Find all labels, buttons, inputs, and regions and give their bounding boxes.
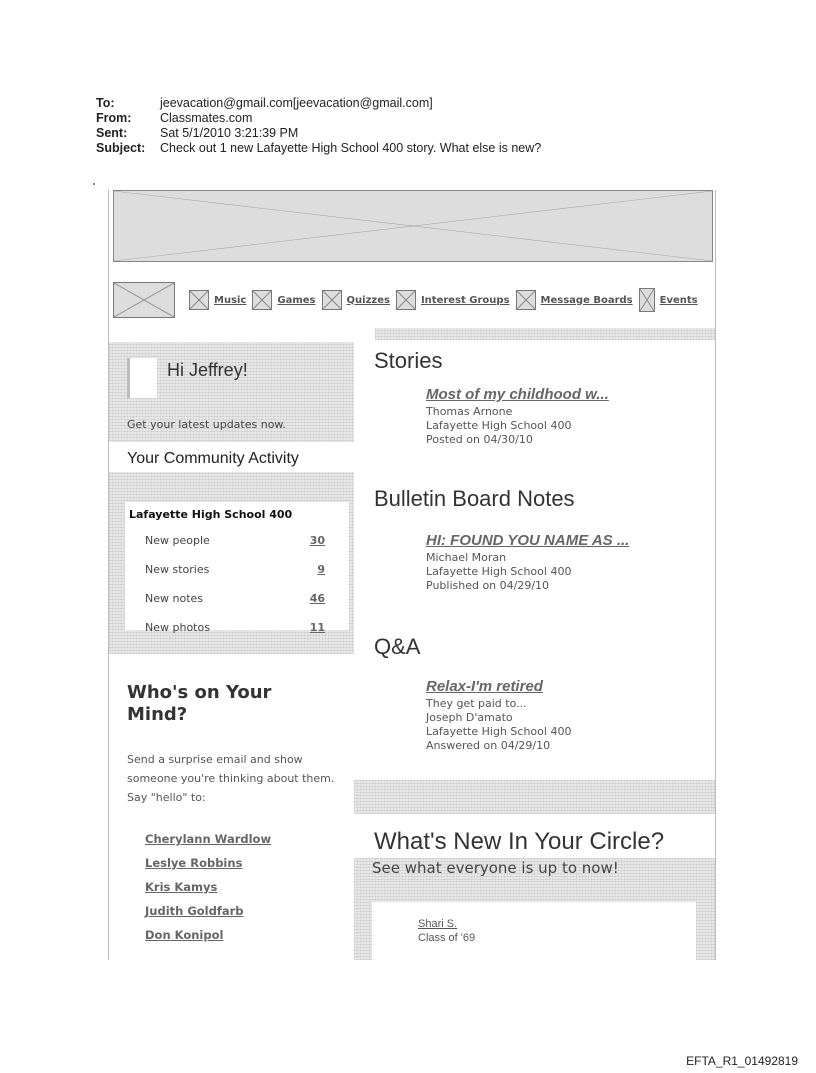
games-icon [252,290,272,310]
story-item [426,386,609,447]
nav-events[interactable] [639,288,698,312]
person-link[interactable]: Cherylann Wardlow [145,832,272,846]
story-school: Lafayette High School 400 [426,419,572,432]
stories-heading: Stories [374,348,443,373]
community-title: Your Community Activity [127,450,299,467]
stat-value-link[interactable]: 46 [309,592,325,605]
nav-quizzes-link[interactable]: Quizzes [346,294,390,306]
updates-panel [354,342,715,780]
note-date: Published on 04/29/10 [426,579,550,592]
qa-school: Lafayette High School 400 [426,725,572,738]
person-link[interactable]: Kris Kamys [145,880,218,894]
stat-label: New photos [145,621,210,634]
qa-snippet: They get paid to... [426,697,527,710]
nav-games[interactable] [252,290,315,310]
stat-row [145,592,325,610]
logo-image-placeholder [113,282,175,318]
from-value: Classmates.com [160,111,253,125]
nav-quizzes[interactable] [322,290,390,310]
nav-games-link[interactable]: Games [277,294,316,306]
stray-dot [93,183,95,185]
person-link[interactable]: Don Konipol [145,928,224,942]
nav-bar [109,278,715,322]
circle-subtitle-bar [354,858,715,880]
story-date: Posted on 04/30/10 [426,433,533,446]
section-divider [354,780,715,814]
bulletin-heading: Bulletin Board Notes [374,486,575,511]
circle-subtitle: See what everyone is up to now! [372,859,619,877]
stat-value-link[interactable]: 9 [317,563,325,576]
story-title-link[interactable]: Most of my childhood w... [426,386,609,403]
circle-heading: What's New In Your Circle? [374,828,665,855]
stat-row [145,621,325,634]
left-column [109,342,354,960]
stat-label: New notes [145,592,204,605]
email-body-frame [108,190,716,960]
qa-author: Joseph D'amato [426,711,513,724]
avatar [127,358,157,398]
stat-label: New people [145,534,210,547]
person-link[interactable]: Judith Goldfarb [145,904,244,918]
mind-text: Send a surprise email and show someone you're thinking about them. Say "hello" to: [127,753,335,804]
stat-row [145,534,325,552]
nav-music-link[interactable]: Music [214,294,247,306]
mind-title: Who's on Your Mind? [127,682,272,725]
from-label: From: [96,111,132,125]
stat-row [145,563,325,581]
note-item [426,532,629,593]
message-boards-icon [516,290,536,310]
to-label: To: [96,96,115,110]
interest-groups-icon [396,290,416,310]
stat-label: New stories [145,563,210,576]
nav-message-boards[interactable] [516,290,633,310]
circle-card [372,902,696,968]
stat-value-link[interactable]: 30 [309,534,325,547]
qa-title-link[interactable]: Relax-I'm retired [426,678,543,695]
note-school: Lafayette High School 400 [426,565,572,578]
banner-image-placeholder [113,190,713,262]
sent-label: Sent: [96,126,128,140]
subject-label: Subject: [96,141,146,155]
story-author: Thomas Arnone [426,405,513,418]
quizzes-icon [322,290,342,310]
right-column [354,342,715,960]
community-activity-box [125,502,349,634]
circle-member-link[interactable]: Shari S. [418,918,458,930]
qa-date: Answered on 04/29/10 [426,739,551,752]
subject-value: Check out 1 new Lafayette High School 400 story. What else is new? [160,141,542,155]
whos-on-your-mind-panel [109,654,354,960]
to-value: jeevacation@gmail.com[jeevacation@gmail.com] [160,96,433,110]
community-school: Lafayette High School 400 [129,508,293,521]
nav-interest-groups-link[interactable]: Interest Groups [420,294,510,306]
events-icon [639,288,655,312]
greeting: Hi Jeffrey! [167,360,248,380]
updates-text: Get your latest updates now. [127,418,286,431]
sent-value: Sat 5/1/2010 3:21:39 PM [160,126,299,140]
document-id: EFTA_R1_01492819 [686,1054,798,1068]
qa-item [426,678,571,753]
nav-interest-groups[interactable] [396,290,510,310]
qa-heading: Q&A [374,634,421,659]
music-icon [189,290,209,310]
people-list [145,832,271,952]
person-link[interactable]: Leslye Robbins [145,856,243,870]
circle-panel [354,814,715,960]
note-author: Michael Moran [426,551,507,564]
email-header [96,96,541,156]
circle-member-class: Class of '69 [418,932,476,944]
divider-strip [375,328,715,340]
nav-events-link[interactable]: Events [659,294,698,306]
stat-value-link[interactable]: 11 [309,621,325,634]
note-title-link[interactable]: HI: FOUND YOU NAME AS ... [426,532,630,549]
nav-music[interactable] [189,290,246,310]
nav-message-boards-link[interactable]: Message Boards [540,294,633,306]
